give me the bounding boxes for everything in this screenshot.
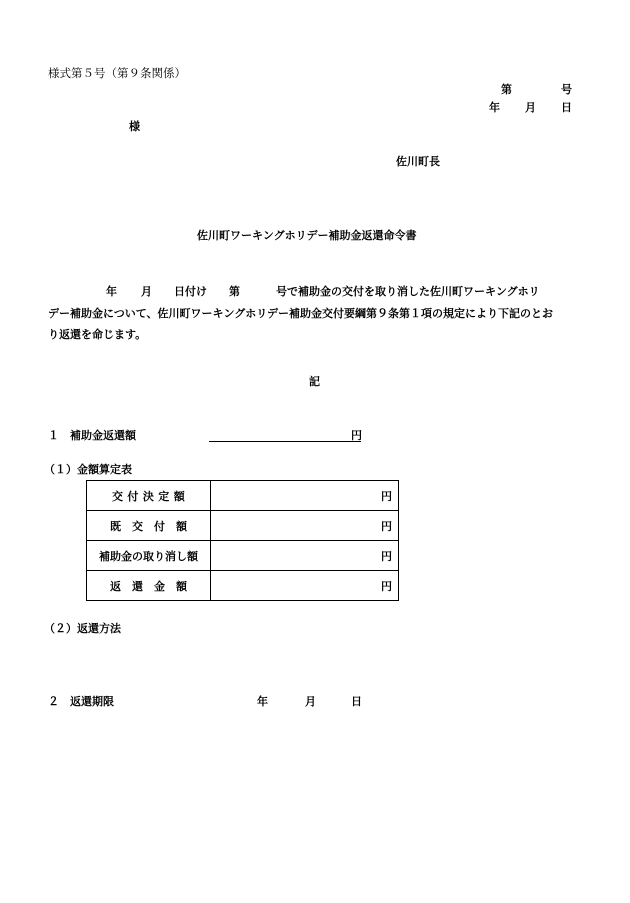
section2-label: ２ 返還期限 (48, 695, 114, 708)
amount-calculation-table (86, 480, 399, 601)
table-row (87, 571, 399, 601)
date-month: 月 (525, 101, 536, 114)
body-line-2: デー補助金について、佐川町ワーキングホリデー補助金交付要綱第９条第１項の規定により下記のとお (48, 306, 554, 320)
row-unit: 円 (211, 541, 399, 571)
body-paragraph (48, 281, 588, 346)
document-title: 佐川町ワーキングホリデー補助金返還命令書 (197, 229, 417, 242)
row-unit: 円 (211, 511, 399, 541)
return-amount-line (209, 441, 361, 442)
number-suffix: 号 (561, 83, 572, 96)
table-row (87, 511, 399, 541)
body-number-prefix: 第 (229, 285, 240, 298)
deadline-year: 年 (257, 695, 268, 708)
issuer: 佐川町長 (396, 155, 440, 168)
table-row (87, 541, 399, 571)
ki-heading: 記 (309, 375, 320, 388)
row-label: 既 交 付 額 (87, 511, 211, 541)
body-line-1 (48, 281, 588, 303)
date-day: 日 (561, 101, 572, 114)
body-year: 年 (106, 285, 117, 298)
row-label: 交 付 決 定 額 (87, 481, 211, 511)
body-month: 月 (141, 285, 152, 298)
subsection1-label: （１）金額算定表 (44, 463, 132, 476)
body-line-3: り返還を命じます。 (48, 328, 147, 341)
body-line1-rest: 号で補助金の交付を取り消した佐川町ワーキングホリ (276, 285, 540, 298)
row-unit: 円 (211, 481, 399, 511)
date-year: 年 (489, 101, 500, 114)
number-prefix: 第 (501, 83, 512, 96)
body-date-suffix: 日付け (174, 285, 207, 298)
row-label: 返 還 金 額 (87, 571, 211, 601)
deadline-day: 日 (351, 695, 362, 708)
form-label: 様式第５号（第９条関係） (48, 66, 186, 80)
deadline-month: 月 (305, 695, 316, 708)
table-row (87, 481, 399, 511)
subsection2-label: （２）返還方法 (44, 622, 121, 635)
section1-label: １ 補助金返還額 (48, 429, 136, 442)
section1-unit: 円 (351, 429, 362, 442)
row-unit: 円 (211, 571, 399, 601)
row-label: 補助金の取り消し額 (87, 541, 211, 571)
addressee-suffix: 様 (129, 120, 140, 133)
